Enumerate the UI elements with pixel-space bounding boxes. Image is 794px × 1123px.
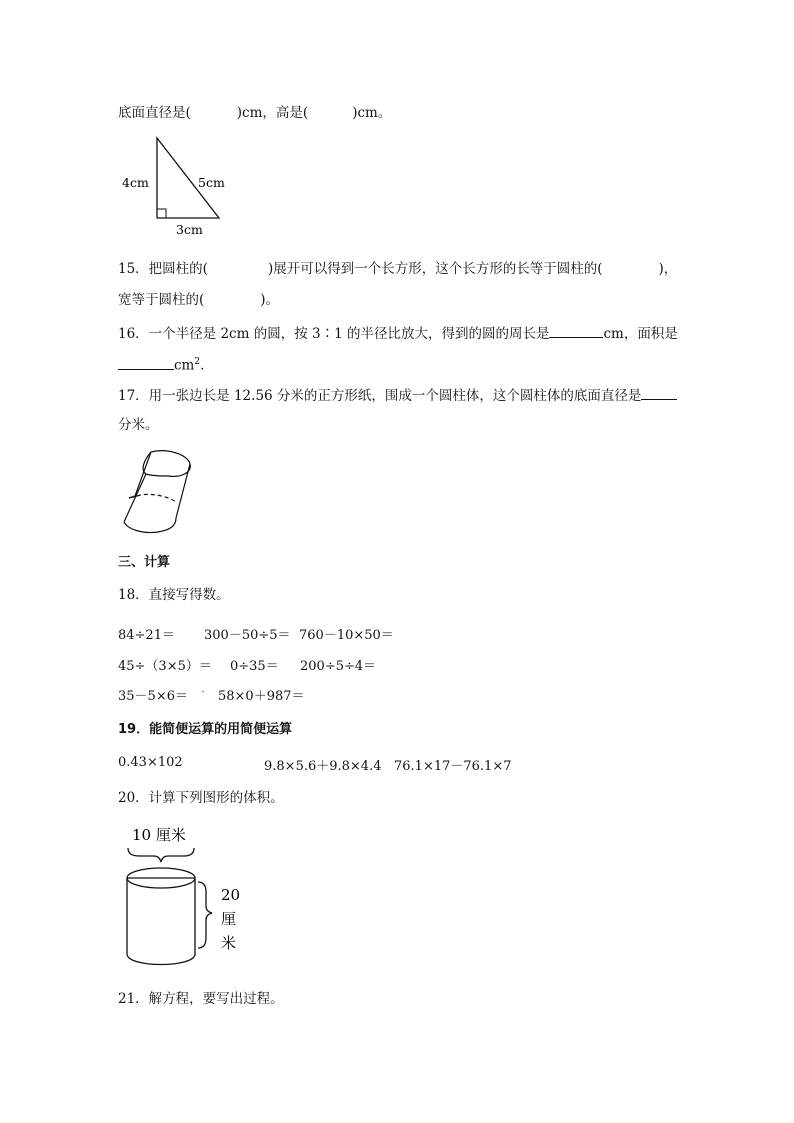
- q18-row-1-col-3: 760－10×50＝: [299, 628, 394, 643]
- q17-line1: [118, 385, 677, 405]
- q18-row-3-col-3: 58×0＋987＝: [218, 689, 305, 704]
- q18-row-2-col-3: 200÷5÷4＝: [300, 659, 377, 674]
- q18-row-1-col-1: 84÷21＝: [118, 628, 175, 643]
- q18-row-2-col-1: 45÷（3×5）＝: [118, 659, 212, 674]
- q16-line1: [118, 323, 678, 343]
- q18-row-3-dot: ·: [201, 685, 206, 700]
- q16-blank-area[interactable]: [118, 355, 174, 370]
- q15-line2: [118, 291, 279, 309]
- cylinder-height-unit-2: 米: [221, 934, 237, 952]
- q17-line2: [118, 416, 159, 434]
- q18-row-1-col-2: 300－50÷5＝: [204, 628, 291, 643]
- triangle-label-bottom: 3cm: [176, 222, 203, 237]
- q21-title: 21．解方程，要写出过程。: [118, 991, 284, 1007]
- q19-item-1: 0.43×102: [118, 755, 183, 770]
- q15-text-e: )。: [260, 292, 280, 308]
- q16-text-a: 16．一个半径是 2cm 的圆，按 3∶1 的半径比放大，得到的圆的周长是: [118, 326, 550, 342]
- q18-row-3-col-1: 35－5×6＝: [118, 689, 188, 704]
- q15-text-a: 15．把圆柱的(: [118, 261, 208, 277]
- q15-line1: [118, 260, 677, 278]
- q16-unit-sup: 2: [194, 357, 201, 367]
- q14-text-b: )cm，高是(: [236, 105, 309, 121]
- triangle-label-hypotenuse: 5cm: [198, 175, 225, 190]
- q18-title: 18．直接写得数。: [118, 587, 230, 603]
- q16-text-b: cm，面积是: [603, 326, 678, 342]
- cylinder-height-unit-1: 厘: [221, 910, 237, 928]
- q15-text-b: )展开可以得到一个长方形，这个长方形的长等于圆柱的(: [267, 261, 603, 277]
- q16-unit: cm: [174, 357, 195, 374]
- q18-row-2-col-2: 0÷35＝: [230, 659, 279, 674]
- q16-blank-circumference[interactable]: [549, 323, 603, 338]
- q14-text-a: 底面直径是(: [118, 105, 191, 121]
- rolled-paper-cylinder-figure: [118, 446, 208, 538]
- q17-text-end: 分米。: [118, 417, 159, 433]
- cylinder-figure: [118, 820, 258, 970]
- q19-item-3: 76.1×17－76.1×7: [394, 759, 512, 774]
- q15-text-c: )，: [658, 261, 678, 277]
- section-3-title: 三、计算: [118, 555, 171, 570]
- cylinder-height-number: 20: [221, 886, 241, 904]
- triangle-label-left: 4cm: [122, 175, 149, 190]
- q19-item-2: 9.8×5.6＋9.8×4.4: [264, 759, 382, 774]
- q17-text: 17．用一张边长是 12.56 分米的正方形纸，围成一个圆柱体，这个圆柱体的底面直径是: [118, 388, 642, 404]
- q16-line2: [118, 353, 204, 375]
- q17-blank[interactable]: [641, 385, 677, 400]
- q14-answer-line: [118, 104, 391, 122]
- q19-title: 19．能简便运算的用简便运算: [118, 722, 293, 737]
- q20-title: 20．计算下列图形的体积。: [118, 790, 284, 806]
- q16-end: .: [200, 357, 205, 374]
- right-triangle-figure: [120, 130, 240, 240]
- q15-text-d: 宽等于圆柱的(: [118, 292, 205, 308]
- q14-text-c: )cm。: [352, 105, 392, 121]
- cylinder-diameter-label: 10 厘米: [132, 826, 186, 844]
